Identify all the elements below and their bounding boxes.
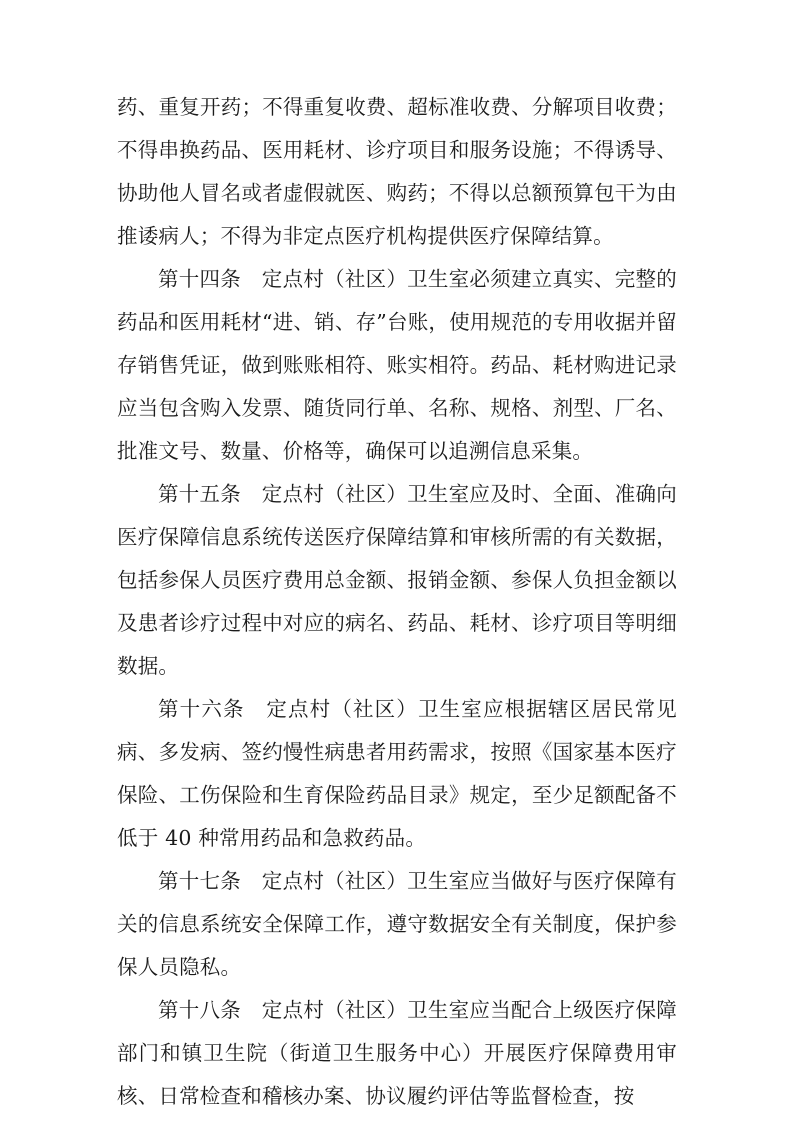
paragraph-article-15: 第十五条 定点村（社区）卫生室应及时、全面、准确向医疗保障信息系统传送医疗保障结算和审核所需的有关数据，包括参保人员医疗费用总金额、报销金额、参保人负担金额以及患者诊疗过程中对应的病名、药品、耗材、诊疗项目等明细数据。: [117, 482, 677, 678]
paragraph-article-16: 第十六条 定点村（社区）卫生室应根据辖区居民常见病、多发病、签约慢性病患者用药需求，按照《国家基本医疗保险、工伤保险和生育保险药品目录》规定，至少足额配备不低于 40 种常用药品和急救药品。: [117, 697, 677, 850]
paragraph-article-17: 第十七条 定点村（社区）卫生室应当做好与医疗保障有关的信息系统安全保障工作，遵守数据安全有关制度，保护参保人员隐私。: [117, 869, 677, 979]
paragraph-continued: 药、重复开药；不得重复收费、超标准收费、分解项目收费；不得串换药品、医用耗材、诊疗项目和服务设施；不得诱导、协助他人冒名或者虚假就医、购药；不得以总额预算包干为由推诿病人；不得为非定点医疗机构提供医疗保障结算。: [117, 95, 677, 248]
paragraph-article-18: 第十八条 定点村（社区）卫生室应当配合上级医疗保障部门和镇卫生院（街道卫生服务中心）开展医疗保障费用审核、日常检查和稽核办案、协议履约评估等监督检查，按: [117, 998, 677, 1108]
document-body: [117, 86, 677, 1118]
paragraph-article-14: 第十四条 定点村（社区）卫生室必须建立真实、完整的药品和医用耗材“进、销、存”台账，使用规范的专用收据并留存销售凭证，做到账账相符、账实相符。药品、耗材购进记录应当包含购入发票、随货同行单、名称、规格、剂型、厂名、批准文号、数量、价格等，确保可以追溯信息采集。: [117, 267, 677, 463]
